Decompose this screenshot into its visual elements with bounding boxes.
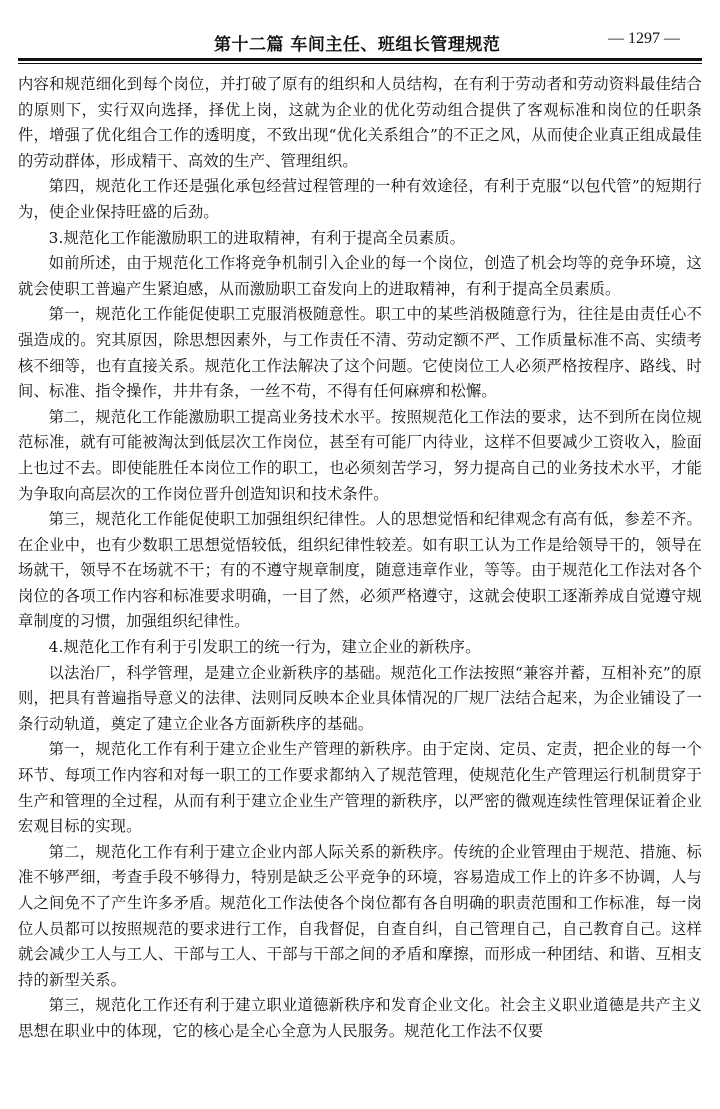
page-body [18,72,702,1045]
page-number: — 1297 — [608,30,680,47]
paragraph: 第四，规范化工作还是强化承包经营过程管理的一种有效途径，有利于克服“以包代管”的短期行为，使企业保持旺盛的后劲。 [18,177,702,221]
paragraph: 内容和规范细化到每个岗位，并打破了原有的组织和人员结构，在有利于劳动者和劳动资料最佳结合的原则下，实行双向选择，择优上岗，这就为企业的优化劳动组合提供了客观标准和岗位的任职条件，增强了优化组合工作的透明度，不致出现“优化关系组合”的不正之风，从而使企业真正组成最佳的劳动群体，形成精干、高效的生产、管理组织。 [18,75,702,170]
section-heading: 4.规范化工作有利于引发职工的统一行为，建立企业的新秩序。 [48,638,481,657]
header-rule-thick [18,58,702,61]
paragraph: 第二，规范化工作有利于建立企业内部人际关系的新秩序。传统的企业管理由于规范、措施、标准不够严细，考查手段不够得力，特别是缺乏公平竞争的环境，容易造成工作上的许多不协调，人与人之间免不了产生许多矛盾。规范化工作法使各个岗位都有各自明确的职责范围和工作标准，每一岗位人员都可以按照规范的要求进行工作，自我督促，自查自纠，自己管理自己，自己教育自己。这样就会减少工人与工人、干部与工人、干部与干部之间的矛盾和摩擦，而形成一种团结、和谐、互相支持的新型关系。 [18,842,702,989]
header-rule-thin [18,63,702,64]
paragraph: 第一，规范化工作能促使职工克服消极随意性。职工中的某些消极随意行为，往往是由责任心不强造成的。究其原因，除思想因素外，与工作责任不清、劳动定额不严、工作质量标准不高、实绩考核不细等，也有直接关系。规范化工作法解决了这个问题。它使岗位工人必须严格按程序、路线、时间、标准、指令操作，井井有条，一丝不苟，不得有任何麻痹和松懈。 [18,305,702,401]
paragraph: 如前所述，由于规范化工作将竞争机制引入企业的每一个岗位，创造了机会均等的竞争环境，这就会使职工普遍产生紧迫感，从而激励职工奋发向上的进取精神，有利于提高全员素质。 [18,254,702,298]
paragraph: 第三，规范化工作能促使职工加强组织纪律性。人的思想觉悟和纪律观念有高有低，参差不齐。在企业中，也有少数职工思想觉悟较低，组织纪律性较差。如有职工认为工作是给领导干的，领导在场就干，领导不在场就不干；有的不遵守规章制度，随意违章作业，等等。由于规范化工作法对各个岗位的各项工作内容和标准要求明确，一目了然，必须严格遵守，这就会使职工逐渐养成自觉遵守规章制度的习惯，加强组织纪律性。 [18,510,702,631]
paragraph: 第一，规范化工作有利于建立企业生产管理的新秩序。由于定岗、定员、定责，把企业的每一个环节、每项工作内容和对每一职工的工作要求都纳入了规范管理，使规范化生产管理运行机制贯穿于生产和管理的全过程，从而有利于建立企业生产管理的新秩序，以严密的微观连续性管理保证着企业宏观目标的实现。 [18,740,702,836]
paragraph: 第二，规范化工作能激励职工提高业务技术水平。按照规范化工作法的要求，达不到所在岗位规范标准，就有可能被淘汰到低层次工作岗位，甚至有可能厂内待业，这样不但要减少工资收入，脸面上也过不去。即使能胜任本岗位工作的职工，也必须刻苦学习，努力提高自己的业务技术水平，才能为争取向高层次的工作岗位晋升创造知识和技术条件。 [18,407,702,503]
paragraph: 以法治厂，科学管理，是建立企业新秩序的基础。规范化工作法按照“兼容并蓄，互相补充”的原则，把具有普遍指导意义的法律、法则同反映本企业具体情况的厂规厂法结合起来，为企业铺设了一条行动轨道，奠定了建立企业各方面新秩序的基础。 [18,663,702,733]
paragraph: 第三，规范化工作还有利于建立职业道德新秩序和发育企业文化。社会主义职业道德是共产主义思想在职业中的体现，它的核心是全心全意为人民服务。规范化工作法不仅要 [18,996,702,1040]
section-heading: 3.规范化工作能激励职工的进取精神，有利于提高全员素质。 [48,228,466,247]
running-title: 第十二篇 车间主任、班组长管理规范 [214,35,501,55]
page-header [18,28,698,58]
